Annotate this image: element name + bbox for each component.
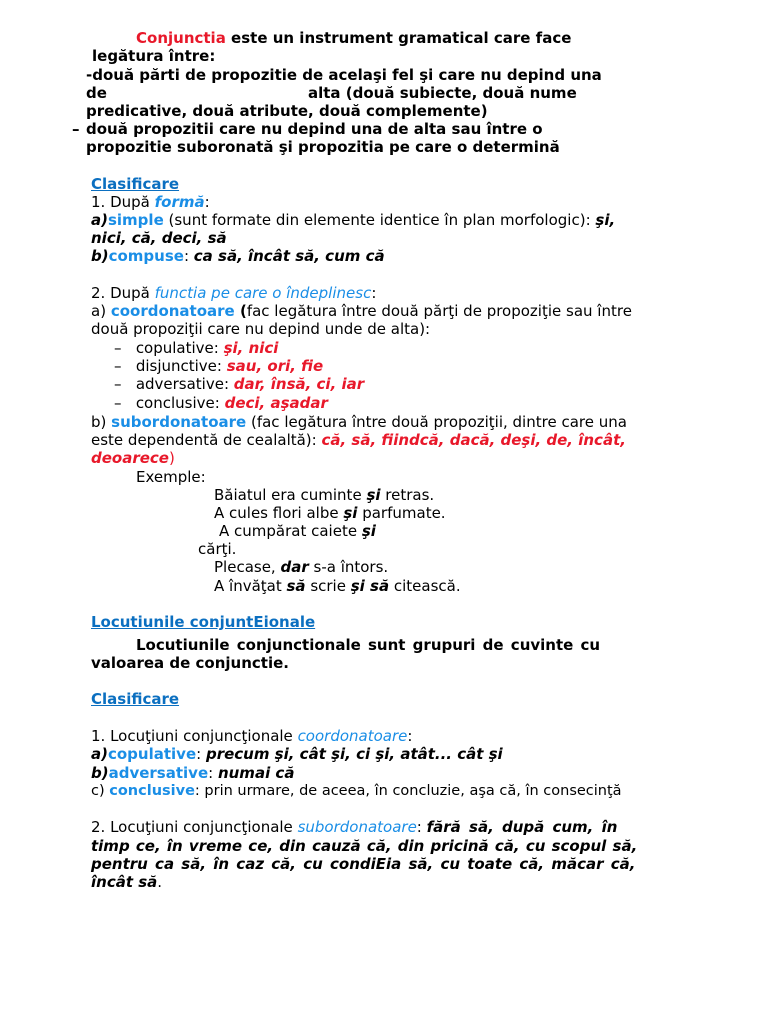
criterion-forma: 1. După formă: — [91, 193, 210, 211]
conjunctia-term: Conjunctia — [136, 29, 226, 47]
intro-line-6: două propozitii care nu depind una de alta sau între o — [86, 120, 543, 138]
item-subordonatoare: b) subordonatoare (fac legătura între două propoziţii, dintre care una — [91, 413, 627, 431]
locutiuni-subordonatoare-line-4: încât să. — [91, 873, 163, 891]
intro-line-2: legătura între: — [92, 47, 216, 65]
locutiuni-conclusive: c) conclusive: prin urmare, de aceea, în concluzie, aşa că, în consecinţă — [91, 783, 622, 799]
intro-line-5: predicative, două atribute, două complemente) — [86, 102, 488, 120]
criterion-functie: 2. După functia pe care o îndeplinesc: — [91, 284, 377, 302]
example-2: A cules flori albe şi parfumate. — [214, 504, 446, 522]
intro-line-7: propozitie suboronată şi propozitia pe care o determină — [86, 138, 560, 156]
locutiuni-coordonatoare: 1. Locuţiuni conjuncţionale coordonatoare: — [91, 727, 413, 745]
locutiuni-adversative: b)adversative: numai că — [91, 764, 295, 782]
locutiuni-subordonatoare: 2. Locuţiuni conjuncţionale subordonatoare: fără să, după cum, în — [91, 818, 618, 836]
item-simple-examples: nici, că, deci, să — [91, 229, 227, 247]
bullet-adversative: – adversative: dar, însă, ci, iar — [114, 375, 365, 393]
intro-line-4a: de — [86, 84, 107, 102]
examples-label: Exemple: — [136, 468, 206, 486]
example-5: A învăţat să scrie şi să citească. — [214, 577, 461, 595]
item-subordonatoare-line-3: deoarece) — [91, 449, 175, 467]
locutiuni-definition-1: Locutiunile conjunctionale sunt grupuri de cuvinte cu — [136, 636, 601, 654]
locutiuni-definition-2: valoarea de conjunctie. — [91, 654, 289, 672]
intro-line-1: Conjunctia este un instrument gramatical care face — [136, 29, 572, 47]
intro-line-4b: alta (două subiecte, două nume — [308, 84, 577, 102]
item-coordonatoare-line-2: două propoziţii care nu depind unde de alta): — [91, 320, 431, 338]
bullet-disjunctive: – disjunctive: sau, ori, fie — [114, 357, 324, 375]
section-heading-clasificare-2: Clasificare — [91, 690, 180, 708]
intro-line-3: -două părti de propozitie de acelaşi fel şi care nu depind una — [86, 66, 602, 84]
section-heading-clasificare: Clasificare — [91, 175, 180, 193]
bullet-conclusive: – conclusive: deci, aşadar — [114, 394, 328, 412]
example-3-cont: cărţi. — [198, 540, 237, 558]
item-subordonatoare-line-2: este dependentă de cealaltă): că, să, fiindcă, dacă, deşi, de, încât, — [91, 431, 626, 449]
locutiuni-subordonatoare-line-3: pentru ca să, în caz că, cu condiΕia să, cu toate că, măcar că, — [91, 855, 636, 873]
bullet-copulative: – copulative: şi, nici — [114, 339, 279, 357]
example-3: A cumpărat caiete şi — [219, 522, 376, 540]
section-heading-locutiuni: Locutiunile conjuntΕionale — [91, 613, 316, 631]
item-simple: a)simple (sunt formate din elemente identice în plan morfologic): şi, — [91, 211, 616, 229]
locutiuni-subordonatoare-line-2: timp ce, în vreme ce, din cauză că, din pricină că, cu scopul să, — [91, 837, 638, 855]
item-compuse: b)compuse: ca să, încât să, cum că — [91, 247, 385, 265]
example-1: Băiatul era cuminte şi retras. — [214, 486, 435, 504]
locutiuni-copulative: a)copulative: precum şi, cât şi, ci şi, atât... cât şi — [91, 745, 503, 763]
example-4: Plecase, dar s-a întors. — [214, 558, 389, 576]
item-coordonatoare: a) coordonatoare (fac legătura între două părţi de propoziţie sau între — [91, 302, 632, 320]
intro-dash: – — [72, 120, 80, 138]
